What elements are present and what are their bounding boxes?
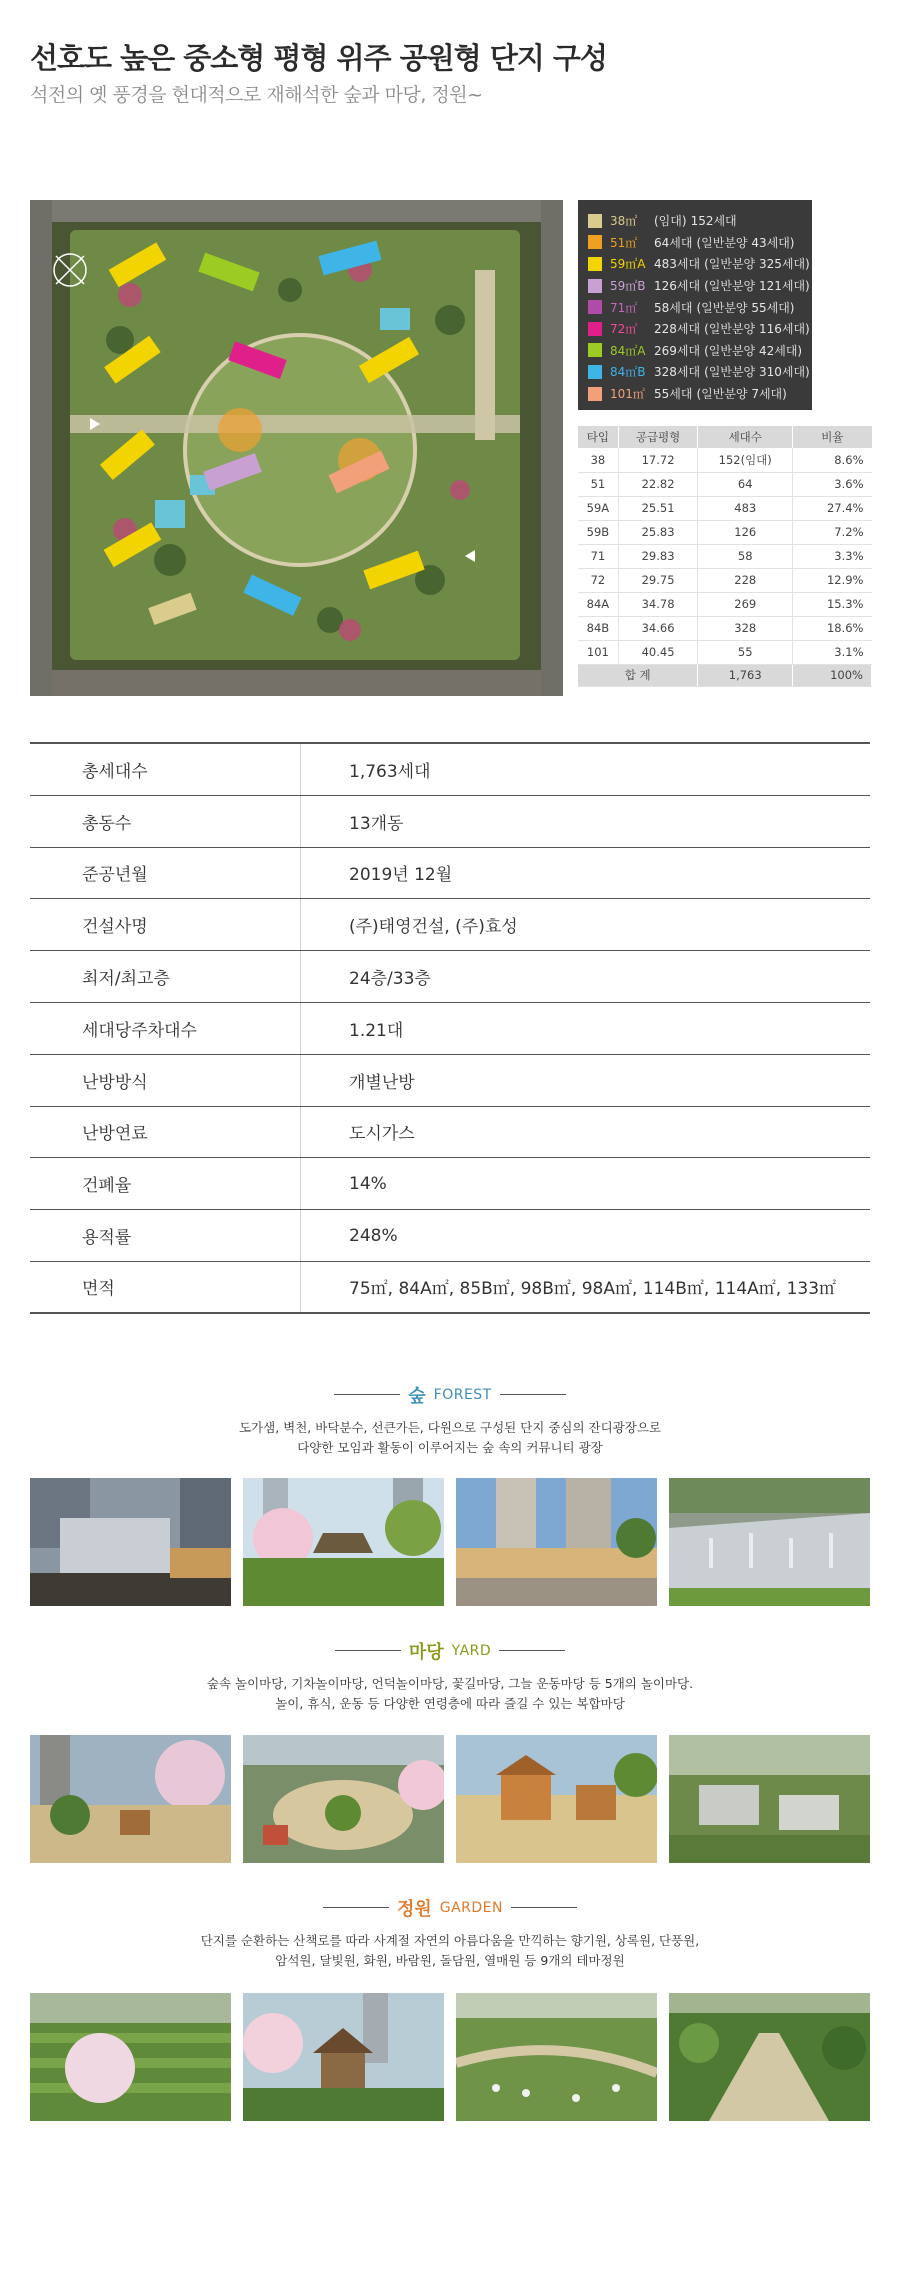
column-header: 타입	[578, 426, 618, 448]
legend-item	[588, 253, 810, 275]
table-cell: 483	[698, 496, 793, 520]
page-subtitle: 석전의 옛 풍경을 현대적으로 재해석한 숲과 마당, 정원~	[30, 84, 483, 106]
table-row	[578, 640, 872, 664]
divider	[335, 1650, 401, 1651]
table-cell: 40.45	[618, 640, 698, 664]
info-row	[30, 1158, 870, 1210]
table-row	[578, 568, 872, 592]
legend-item	[588, 210, 802, 232]
legend-item	[588, 361, 810, 383]
unit-type-legend	[578, 200, 812, 410]
info-row	[30, 1262, 870, 1314]
legend-type: 84㎡A	[610, 343, 646, 358]
table-cell: 27.4%	[793, 496, 872, 520]
info-value: 개별난방	[300, 1055, 870, 1106]
table-cell: 58	[698, 544, 793, 568]
yard-desc-line: 놀이, 휴식, 운동 등 다양한 연령층에 따라 즐길 수 있는 복합마당	[275, 1695, 625, 1711]
table-cell: 3.6%	[793, 472, 872, 496]
table-cell: 15.3%	[793, 592, 872, 616]
yard-title-en: YARD	[451, 1642, 492, 1659]
info-value: 13개동	[300, 796, 870, 847]
forest-desc-line: 도가샘, 벽천, 바닥분수, 선큰가든, 다원으로 구성된 단지 중심의 잔디광장으로	[238, 1419, 661, 1435]
forest-photo-row	[30, 1478, 870, 1606]
info-row	[30, 899, 870, 951]
info-value: 248%	[300, 1210, 870, 1261]
legend-item	[588, 232, 802, 254]
yard-section-header	[0, 1636, 900, 1714]
info-value: 75㎡, 84A㎡, 85B㎡, 98B㎡, 98A㎡, 114B㎡, 114A㎡, 133㎡	[300, 1262, 870, 1312]
legend-item	[588, 340, 802, 362]
info-value: 1,763세대	[300, 744, 870, 795]
table-row	[578, 616, 872, 640]
legend-item	[588, 275, 810, 297]
garden-title-ko: 정원	[396, 1898, 432, 1920]
table-cell: 71	[578, 544, 618, 568]
forest-photo	[30, 1478, 231, 1606]
column-header: 공급평형	[618, 426, 698, 448]
table-cell: 25.51	[618, 496, 698, 520]
garden-photo-row	[30, 1993, 870, 2121]
legend-type: 101㎡	[610, 387, 645, 402]
legend-swatch	[588, 343, 602, 357]
table-row	[578, 472, 872, 496]
legend-note: (일반분양 55세대)	[696, 300, 795, 315]
legend-note: (일반분양 310세대)	[704, 365, 810, 380]
table-row	[578, 448, 872, 472]
divider	[334, 1394, 400, 1395]
site-map	[30, 200, 563, 696]
table-cell: 18.6%	[793, 616, 872, 640]
unit-type-table	[578, 426, 872, 687]
garden-section-header	[0, 1893, 900, 1971]
table-cell: 34.78	[618, 592, 698, 616]
legend-item	[588, 318, 810, 340]
legend-type: 51㎡	[610, 235, 638, 250]
table-row	[578, 544, 872, 568]
table-cell: 126	[698, 520, 793, 544]
garden-title-en: GARDEN	[439, 1899, 504, 1916]
table-cell: 34.66	[618, 616, 698, 640]
info-label: 난방방식	[82, 1072, 148, 1093]
table-cell: 269	[698, 592, 793, 616]
legend-swatch	[588, 235, 602, 249]
yard-title-ko: 마당	[408, 1641, 444, 1663]
table-cell: 17.72	[618, 448, 698, 472]
divider	[499, 1650, 565, 1651]
info-value: 24층/33층	[300, 951, 870, 1002]
legend-swatch	[588, 322, 602, 336]
garden-desc-line: 암석원, 달빛원, 화원, 바람원, 돌담원, 열매원 등 9개의 테마정원	[275, 1952, 625, 1968]
forest-desc-line: 다양한 모임과 활동이 이루어지는 숲 속의 커뮤니티 광장	[297, 1439, 603, 1455]
legend-count: 126세대	[654, 279, 701, 294]
forest-description	[0, 1418, 900, 1458]
forest-photo	[243, 1478, 444, 1606]
garden-section-title	[323, 1895, 577, 1921]
total-label: 합 계	[578, 664, 698, 686]
legend-swatch	[588, 257, 602, 271]
forest-photo	[456, 1478, 657, 1606]
info-row	[30, 1107, 870, 1159]
table-cell: 101	[578, 640, 618, 664]
table-cell: 3.1%	[793, 640, 872, 664]
total-count: 1,763	[698, 664, 793, 686]
legend-count: 483세대	[654, 257, 701, 272]
garden-description	[0, 1931, 900, 1971]
legend-item	[588, 383, 802, 405]
yard-photo	[456, 1735, 657, 1863]
info-label: 건폐율	[82, 1176, 132, 1197]
garden-photo	[456, 1993, 657, 2121]
table-cell: 29.75	[618, 568, 698, 592]
garden-photo	[243, 1993, 444, 2121]
legend-note: (일반분양 43세대)	[696, 235, 795, 250]
table-cell: 55	[698, 640, 793, 664]
legend-swatch	[588, 387, 602, 401]
table-cell: 12.9%	[793, 568, 872, 592]
yard-photo	[669, 1735, 870, 1863]
table-row	[578, 520, 872, 544]
yard-photo	[30, 1735, 231, 1863]
site-map-illustration	[30, 200, 563, 696]
info-row	[30, 744, 870, 796]
divider	[500, 1394, 566, 1395]
forest-photo	[669, 1478, 870, 1606]
legend-type: 59㎡A	[610, 257, 646, 272]
info-value: 도시가스	[300, 1107, 870, 1158]
legend-swatch	[588, 300, 602, 314]
forest-section-header	[0, 1380, 900, 1458]
info-label: 총세대수	[82, 761, 148, 782]
info-row	[30, 1055, 870, 1107]
table-cell: 22.82	[618, 472, 698, 496]
info-value: 2019년 12월	[300, 848, 870, 899]
forest-title-ko: 숲	[408, 1385, 426, 1407]
legend-type: 72㎡	[610, 322, 638, 337]
table-cell: 59B	[578, 520, 618, 544]
garden-photo	[669, 1993, 870, 2121]
legend-swatch	[588, 214, 602, 228]
table-cell: 29.83	[618, 544, 698, 568]
legend-count: 64세대	[654, 235, 693, 250]
column-header: 비율	[793, 426, 872, 448]
info-row	[30, 1210, 870, 1262]
page-title: 선호도 높은 중소형 평형 위주 공원형 단지 구성	[30, 41, 607, 75]
yard-description	[0, 1674, 900, 1714]
table-cell: 59A	[578, 496, 618, 520]
garden-desc-line: 단지를 순환하는 산책로를 따라 사계절 자연의 아름다움을 만끽하는 향기원, 상록원, 단풍원,	[200, 1932, 700, 1948]
table-cell: 8.6%	[793, 448, 872, 472]
yard-photo-row	[30, 1735, 870, 1863]
table-cell: 25.83	[618, 520, 698, 544]
info-label: 최저/최고층	[82, 969, 170, 990]
info-label: 준공년월	[82, 865, 148, 886]
info-label: 면적	[82, 1279, 115, 1300]
table-row	[578, 592, 872, 616]
info-value: (주)태영건설, (주)효성	[300, 899, 870, 950]
legend-swatch	[588, 365, 602, 379]
legend-count: 269세대	[654, 343, 701, 358]
table-cell: 38	[578, 448, 618, 472]
legend-tag: (임대)	[654, 214, 687, 229]
yard-section-title	[335, 1638, 565, 1664]
legend-type: 59㎡B	[610, 279, 646, 294]
complex-info-table	[30, 742, 870, 1314]
info-label: 건설사명	[82, 917, 148, 938]
info-label: 세대당주차대수	[82, 1020, 197, 1041]
table-total-row	[578, 664, 872, 686]
table-cell: 228	[698, 568, 793, 592]
legend-count: 228세대	[654, 322, 701, 337]
table-cell: 51	[578, 472, 618, 496]
yard-desc-line: 숲속 놀이마당, 기차놀이마당, 언덕놀이마당, 꽃길마당, 그늘 운동마당 등 5개의 놀이마당.	[206, 1675, 694, 1691]
info-label: 난방연료	[82, 1124, 148, 1145]
legend-note: (일반분양 42세대)	[704, 343, 803, 358]
info-row	[30, 796, 870, 848]
table-row	[578, 496, 872, 520]
info-label: 용적률	[82, 1228, 132, 1249]
table-cell: 84B	[578, 616, 618, 640]
info-row	[30, 1003, 870, 1055]
info-row	[30, 848, 870, 900]
garden-photo	[30, 1993, 231, 2121]
table-cell: 328	[698, 616, 793, 640]
info-label: 총동수	[82, 813, 132, 834]
info-value: 1.21대	[300, 1003, 870, 1054]
table-cell: 84A	[578, 592, 618, 616]
legend-type: 84㎡B	[610, 365, 646, 380]
legend-note: (일반분양 116세대)	[704, 322, 810, 337]
table-cell: 7.2%	[793, 520, 872, 544]
legend-count: 58세대	[654, 300, 693, 315]
legend-type: 38㎡	[610, 214, 638, 229]
divider	[511, 1907, 577, 1908]
legend-count: 328세대	[654, 365, 701, 380]
legend-swatch	[588, 279, 602, 293]
divider	[323, 1907, 389, 1908]
forest-title-en: FOREST	[433, 1386, 492, 1403]
legend-note: (일반분양 325세대)	[704, 257, 810, 272]
total-ratio: 100%	[793, 664, 872, 686]
table-cell: 3.3%	[793, 544, 872, 568]
legend-count: 152세대	[690, 214, 737, 229]
legend-count: 55세대	[654, 387, 693, 402]
table-cell: 152(임대)	[698, 448, 793, 472]
table-cell: 72	[578, 568, 618, 592]
legend-note: (일반분양 7세대)	[696, 387, 787, 402]
info-row	[30, 951, 870, 1003]
legend-item	[588, 296, 802, 318]
legend-note: (일반분양 121세대)	[704, 279, 810, 294]
yard-photo	[243, 1735, 444, 1863]
column-header: 세대수	[698, 426, 793, 448]
legend-type: 71㎡	[610, 300, 638, 315]
forest-section-title	[334, 1382, 565, 1408]
info-value: 14%	[300, 1158, 870, 1209]
table-cell: 64	[698, 472, 793, 496]
